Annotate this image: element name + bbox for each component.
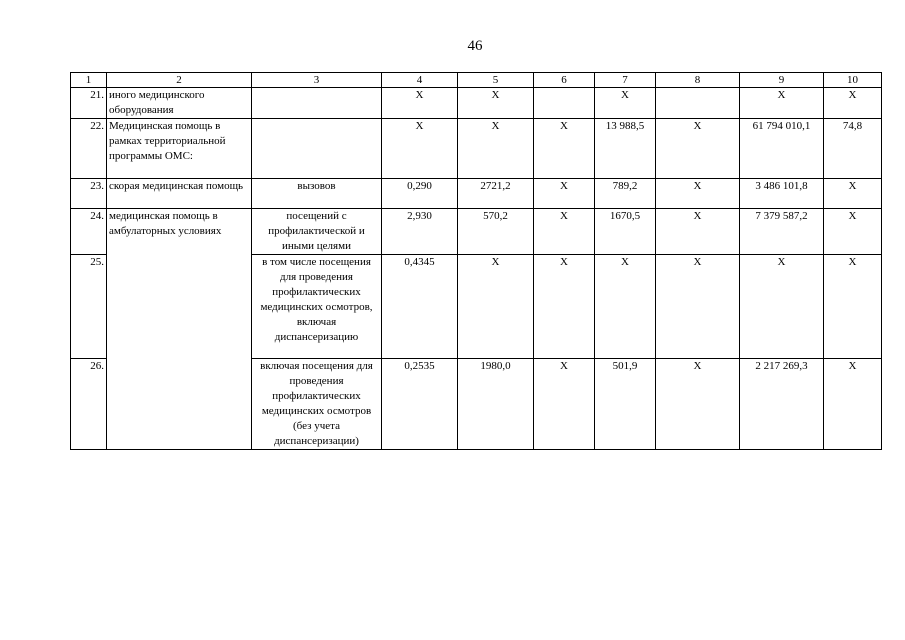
cell-col10: X bbox=[824, 359, 882, 450]
cell-col7: 789,2 bbox=[595, 179, 656, 209]
header-cell: 2 bbox=[107, 73, 252, 88]
header-cell: 3 bbox=[252, 73, 382, 88]
row-number: 25. bbox=[71, 255, 107, 359]
cell-col5: 1980,0 bbox=[458, 359, 534, 450]
row-name: медицинская помощь в амбулаторных условиях bbox=[107, 209, 252, 450]
cell-col5: X bbox=[458, 88, 534, 119]
cell-col9: 2 217 269,3 bbox=[740, 359, 824, 450]
cell-col5: X bbox=[458, 255, 534, 359]
cell-col6 bbox=[534, 88, 595, 119]
row-unit: включая посещения для проведения профилактических медицинских осмотров (без учета диспансеризации) bbox=[252, 359, 382, 450]
row-number: 26. bbox=[71, 359, 107, 450]
row-unit bbox=[252, 88, 382, 119]
cell-col6: X bbox=[534, 179, 595, 209]
cell-col8: X bbox=[656, 255, 740, 359]
cell-col6: X bbox=[534, 359, 595, 450]
cell-col8 bbox=[656, 88, 740, 119]
header-cell: 8 bbox=[656, 73, 740, 88]
header-cell: 9 bbox=[740, 73, 824, 88]
cell-col9: 3 486 101,8 bbox=[740, 179, 824, 209]
cell-col6: X bbox=[534, 119, 595, 179]
cell-col4: X bbox=[382, 119, 458, 179]
header-cell: 1 bbox=[71, 73, 107, 88]
cell-col10: X bbox=[824, 255, 882, 359]
cell-col6: X bbox=[534, 255, 595, 359]
cell-col4: 0,2535 bbox=[382, 359, 458, 450]
cell-col9: 7 379 587,2 bbox=[740, 209, 824, 255]
header-cell: 10 bbox=[824, 73, 882, 88]
cell-col8: X bbox=[656, 179, 740, 209]
data-table bbox=[70, 72, 882, 450]
cell-col4: X bbox=[382, 88, 458, 119]
row-number: 22. bbox=[71, 119, 107, 179]
table-row bbox=[71, 209, 882, 255]
cell-col5: 570,2 bbox=[458, 209, 534, 255]
cell-col4: 0,4345 bbox=[382, 255, 458, 359]
header-cell: 5 bbox=[458, 73, 534, 88]
cell-col8: X bbox=[656, 359, 740, 450]
cell-col7: 13 988,5 bbox=[595, 119, 656, 179]
row-name: иного медицинского оборудования bbox=[107, 88, 252, 119]
row-unit: посещений с профилактической и иными целями bbox=[252, 209, 382, 255]
row-unit: в том числе посещения для проведения профилактических медицинских осмотров, включая диспансеризацию bbox=[252, 255, 382, 359]
row-number: 24. bbox=[71, 209, 107, 255]
row-name: Медицинская помощь в рамках территориальной программы ОМС: bbox=[107, 119, 252, 179]
cell-col9: X bbox=[740, 255, 824, 359]
table-row bbox=[71, 119, 882, 179]
cell-col7: 1670,5 bbox=[595, 209, 656, 255]
cell-col10: X bbox=[824, 209, 882, 255]
cell-col10: 74,8 bbox=[824, 119, 882, 179]
cell-col7: X bbox=[595, 88, 656, 119]
header-row bbox=[71, 73, 882, 88]
cell-col8: X bbox=[656, 209, 740, 255]
cell-col10: X bbox=[824, 179, 882, 209]
table-row bbox=[71, 88, 882, 119]
table-row bbox=[71, 179, 882, 209]
row-name: скорая медицинская помощь bbox=[107, 179, 252, 209]
cell-col4: 0,290 bbox=[382, 179, 458, 209]
cell-col9: 61 794 010,1 bbox=[740, 119, 824, 179]
row-unit bbox=[252, 119, 382, 179]
cell-col9: X bbox=[740, 88, 824, 119]
header-cell: 6 bbox=[534, 73, 595, 88]
cell-col5: X bbox=[458, 119, 534, 179]
row-number: 21. bbox=[71, 88, 107, 119]
page-number: 46 bbox=[467, 38, 483, 54]
cell-col8: X bbox=[656, 119, 740, 179]
cell-col4: 2,930 bbox=[382, 209, 458, 255]
cell-col7: 501,9 bbox=[595, 359, 656, 450]
cell-col5: 2721,2 bbox=[458, 179, 534, 209]
cell-col6: X bbox=[534, 209, 595, 255]
header-cell: 7 bbox=[595, 73, 656, 88]
row-unit: вызовов bbox=[252, 179, 382, 209]
cell-col10: X bbox=[824, 88, 882, 119]
header-cell: 4 bbox=[382, 73, 458, 88]
row-number: 23. bbox=[71, 179, 107, 209]
cell-col7: X bbox=[595, 255, 656, 359]
